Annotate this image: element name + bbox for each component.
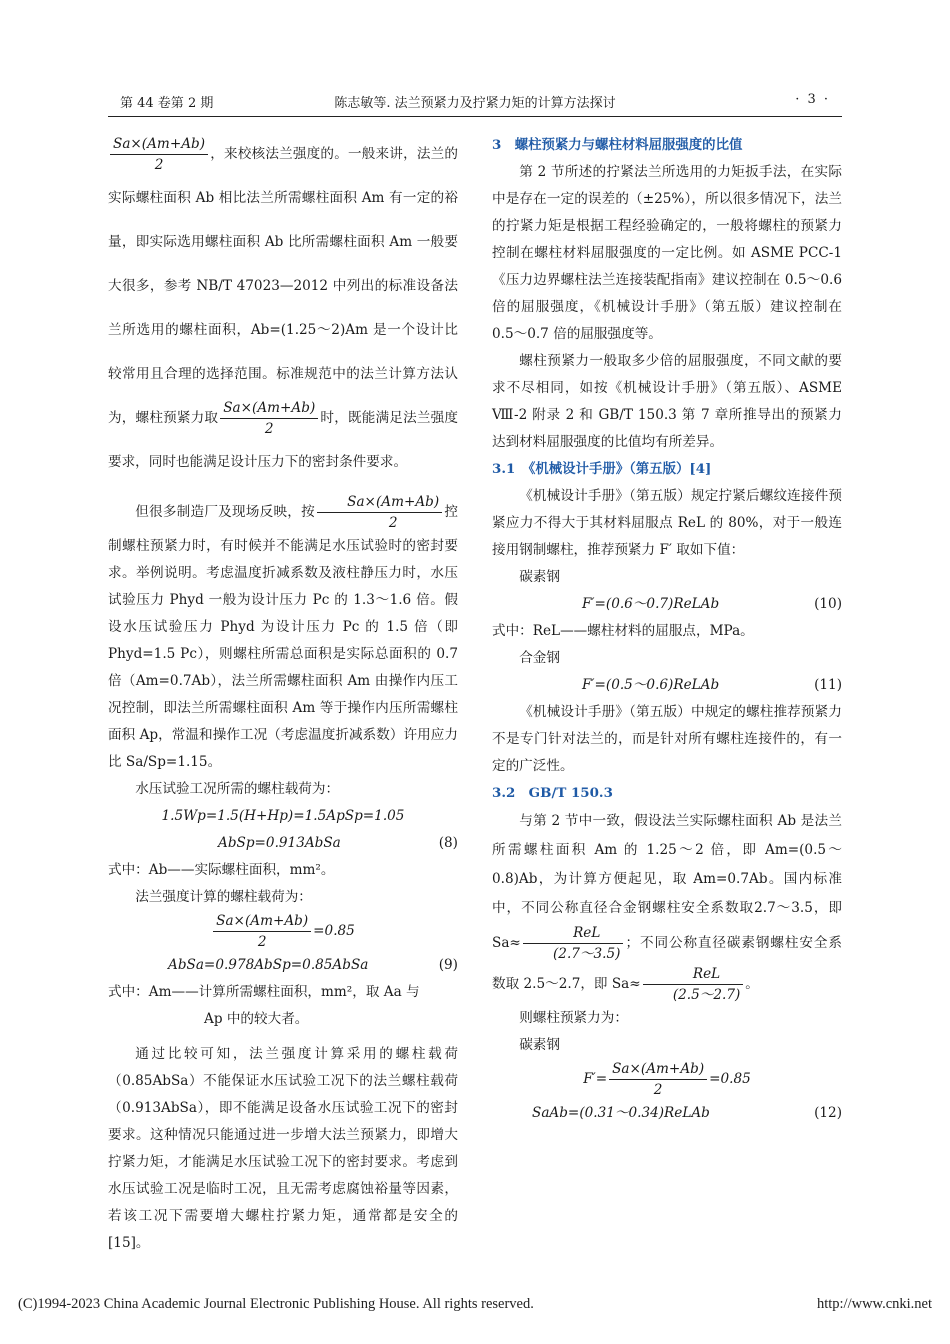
paragraph: 水压试验工况所需的螺柱载荷为： — [135, 781, 340, 797]
equation-9: AbSa=0.978AbSp=0.85AbSa (9) — [168, 957, 458, 973]
paragraph: 螺柱预紧力一般取多少倍的屈服强度，不同文献的要求不尽相同，如按《机械设计手册》（第五版）、ASME Ⅷ-2 附录 2 和 GB/T 150.3 第 7 章所推导出的预紧力达到材料屈服强度的比值均有所差异。 — [492, 353, 842, 450]
paragraph: 与第 2 节中一致，假设法兰实际螺柱面积 Ab 是法兰所需螺柱面积 Am 的 1.25～2 倍，即 Am=(0.5～0.8)Ab，为计算方便起见，取 Am=0.7Ab。国内标准中，不同公称直径合金钢螺柱安全系数取2.7～3.5，即 Sa≈ $\frac{\text{ReL}}{(2.7\sim 3.5)}$ ；不同公称直径碳素钢螺柱安全系数取 2.5～2.7，即 Sa≈ $\frac{\text{ReL}}{(2.5\sim 2.7)}$ 。 — [492, 813, 842, 1003]
paragraph: 但很多制造厂及现场反映，按 $\frac{Sa\times(Am+Ab)}{2}$ 控制螺柱预紧力时，有时候并不能满足水压试验时的密封要求。举例说明。考虑温度折减系数及液柱静压力时，水压试验压力 Phyd 一般为设计压力 Pc 的 1.3～1.6 倍。假设水压试验压力 Phyd 为设计压力 Pc 的 1.5 倍（即 Phyd=1.5 Pc），则螺柱所需总面积是实际总面积的 0.7 倍（Am=0.7Ab），法兰所需螺柱面积 Am 由操作内压工况控制，即法兰所需螺柱面积 Am 等于操作内压所需螺柱面积 Ap，常温和操作工况（考虑温度折减系数）许用应力比 Sa/Sp=1.15。 — [108, 494, 458, 770]
copyright-footer: (C)1994-2023 China Academic Journal Electronic Publishing House. All rights reserved. http://www.cnki.net — [18, 1296, 932, 1312]
equation-note: 式中：ReL——螺柱材料的屈服点，MPa。 — [492, 623, 754, 639]
paragraph: 《机械设计手册》（第五版）规定拧紧后螺纹连接件预紧应力不得大于其材料屈服点 ReL 的 80%，对于一般连接用钢制螺柱，推荐预紧力 F′ 取如下值： — [492, 488, 842, 558]
label: 碳素钢 — [519, 1037, 560, 1053]
fraction: $\frac{\text{ReL}}{(2.5\sim 2.7)}$ — [643, 964, 744, 1005]
header-rule — [108, 116, 842, 117]
equation-9-line1: $\frac{Sa\times(Am+Ab)}{2}$ =0.85 — [108, 911, 458, 952]
fraction: $\frac{Sa\times(Am+Ab)}{2}$ — [110, 134, 208, 175]
fraction: $\frac{Sa\times(Am+Ab)}{2}$ — [317, 492, 442, 533]
equation-10: F′=(0.6～0.7)ReLAb (10) — [582, 596, 842, 612]
paragraph: 则螺柱预紧力为： — [519, 1010, 628, 1026]
label: 碳素钢 — [519, 569, 560, 585]
cnki-link[interactable]: http://www.cnki.net — [816, 1296, 932, 1312]
fraction: $\frac{Sa\times(Am+Ab)}{2}$ — [220, 398, 318, 439]
page-number: · 3 · — [795, 92, 830, 107]
paragraph: 法兰强度计算的螺柱载荷为： — [135, 889, 312, 905]
journal-issue: 第 44 卷第 2 期 — [120, 96, 214, 111]
running-header — [120, 92, 830, 116]
equation-note: 式中：Am——计算所需螺柱面积，mm²，取 Aa 与 — [108, 984, 420, 1000]
equation-11: F′=(0.5～0.6)ReLAb (11) — [582, 677, 842, 693]
paragraph: 《机械设计手册》（第五版）中规定的螺柱推荐预紧力不是专门针对法兰的，而是针对所有螺柱连接件的，有一定的广泛性。 — [492, 704, 842, 774]
label: 合金钢 — [519, 650, 560, 666]
paragraph: $\frac{Sa\times(Am+Ab)}{2}$ ，来校核法兰强度的。一般来讲，法兰的实际螺柱面积 Ab 相比法兰所需螺柱面积 Am 有一定的裕量，即实际选用螺柱面积 Ab 比所需螺柱面积 Am 一般要大很多，参考 NB/T 47023—2012 中列出的标准设备法兰所选用的螺柱面积，Ab=(1.25～2)Am 是一个设计比较常用且合理的选择范围。标准规范中的法兰计算方法认为，螺柱预紧力取 $\frac{Sa\times(Am+Ab)}{2}$ 时，既能满足法兰强度要求，同时也能满足设计压力下的密封条件要求。 — [108, 136, 459, 470]
paragraph: 第 2 节所述的拧紧法兰所选用的力矩扳手法，在实际中是存在一定的误差的（±25%），所以很多情况下，法兰的拧紧力矩是根据工程经验确定的，一般将螺柱的预紧力控制在螺柱材料屈服强度的一定比例。如 ASME PCC-1《压力边界螺柱法兰连接装配指南》建议控制在 0.5～0.6 倍的屈服强度，《机械设计手册》（第五版）建议控制在 0.5～0.7 倍的屈服强度等。 — [492, 164, 842, 342]
subsection-heading: 3.2 GB/T 150.3 — [492, 785, 613, 801]
paragraph: 通过比较可知，法兰强度计算采用的螺柱载荷（0.85AbSa）不能保证水压试验工况下的法兰螺柱载荷（0.913AbSa），即不能满足设备水压试验工况下的密封要求。这种情况只能通过进一步增大法兰预紧力，即增大拧紧力矩，才能满足水压试验工况下的密封要求。考虑到水压试验工况是临时工况，且无需考虑腐蚀裕量等因素，若该工况下需要增大螺柱拧紧力矩，通常都是安全的[15]。 — [108, 1046, 458, 1251]
article-title-header: 陈志敏等. 法兰预紧力及拧紧力矩的计算方法探讨 — [334, 96, 616, 111]
subsection-heading: 3.1 《机械设计手册》（第五版）[4] — [492, 461, 712, 477]
equation-note-cont: Ap 中的较大者。 — [204, 1011, 309, 1027]
equation-8-line1: 1.5Wp=1.5(H+Hp)=1.5ApSp=1.05 — [161, 808, 405, 824]
section-heading: 3 螺柱预紧力与螺柱材料屈服强度的比值 — [492, 137, 743, 153]
equation-12-line1: F′= $\frac{Sa\times(Am+Ab)}{2}$ =0.85 — [583, 1061, 751, 1098]
left-column — [108, 132, 458, 1257]
equation-12: SaAb=(0.31～0.34)ReLAb (12) — [532, 1105, 842, 1121]
equation-8: AbSp=0.913AbSa (8) — [218, 835, 458, 851]
equation-note: 式中：Ab——实际螺柱面积，mm²。 — [108, 862, 335, 878]
fraction: $\frac{\text{ReL}}{(2.7\sim 3.5)}$ — [523, 923, 624, 964]
right-column — [492, 132, 842, 1127]
